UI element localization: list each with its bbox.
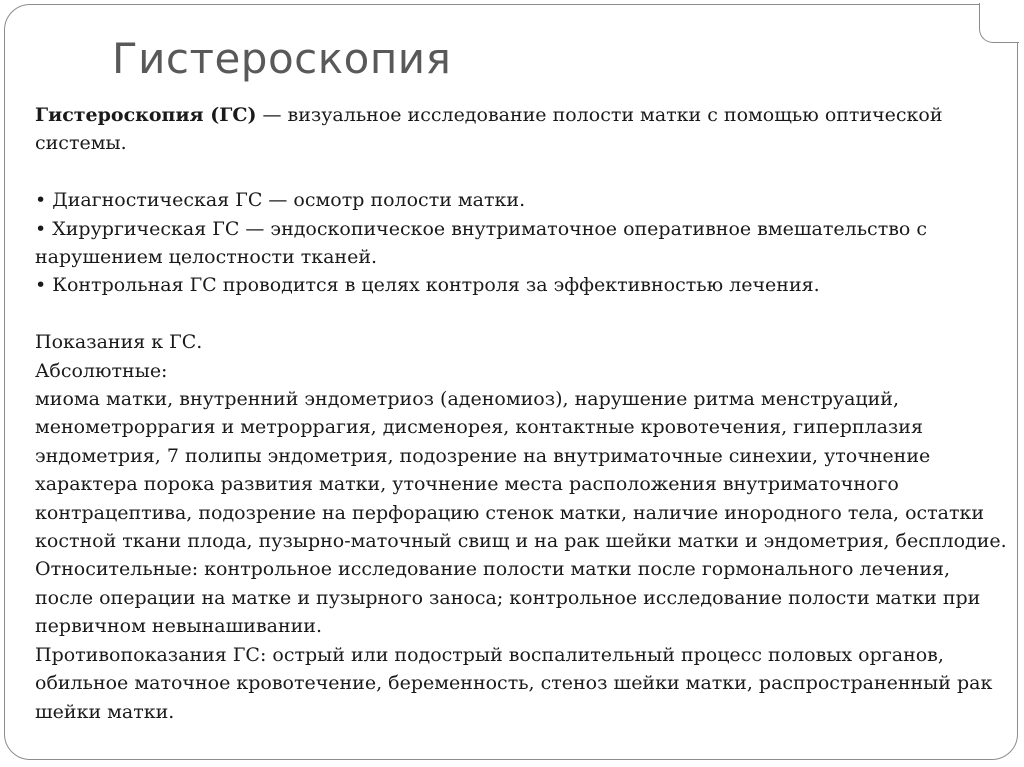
spacer [35,158,1007,186]
indications-heading: Показания к ГС. [35,331,203,354]
type-item-control: • Контрольная ГС проводится в целях контроля за эффективностью лечения. [35,274,820,297]
definition-text: — визуальное исследование полости матки с помощью оптической системы. [35,104,943,155]
type-item-diagnostic: • Диагностическая ГС — осмотр полости матки. [35,189,526,212]
absolute-indications: миома матки, внутренний эндометриоз (аденомиоз), нарушение ритма менструаций, менометроррагия и метроррагия, дисменорея, контактные кровотечения, гиперплазия эндометрия, 7 полипы эндометрия, подозрение на внутриматочные синехии, уточнение характера порока развития матки, уточнение места расположения внутриматочного контрацептива, подозрение на перфорацию стенок матки, наличие инородного тела, остатки костной ткани плода, пузырно-маточный свищ и на рак шейки матки и эндометрия, бесплодие. [35,388,1007,553]
type-item-surgical: • Хирургическая ГС — эндоскопическое внутриматочное оперативное вмешательство с нарушением целостности тканей. [35,217,928,269]
definition-paragraph [35,101,1007,158]
slide-body [35,101,1007,726]
absolute-heading: Абсолютные: [35,359,168,382]
spacer [35,300,1007,328]
definition-term: Гистероскопия (ГС) [35,104,257,126]
contraindications: Противопоказания ГС: острый или подострый воспалительный процесс половых органов, обильное маточное кровотечение, беременность, стеноз шейки матки, распространенный рак шейки матки. [35,643,993,723]
relative-indications: Относительные: контрольное исследование полости матки после гормонального лечения, после операции на матке и пузырного заноса; контрольное исследование полости матки при первичном невынашивании. [35,558,981,638]
slide-title: Гистероскопия [112,34,452,83]
slide-corner-fold [979,3,1019,43]
slide [4,4,1018,760]
